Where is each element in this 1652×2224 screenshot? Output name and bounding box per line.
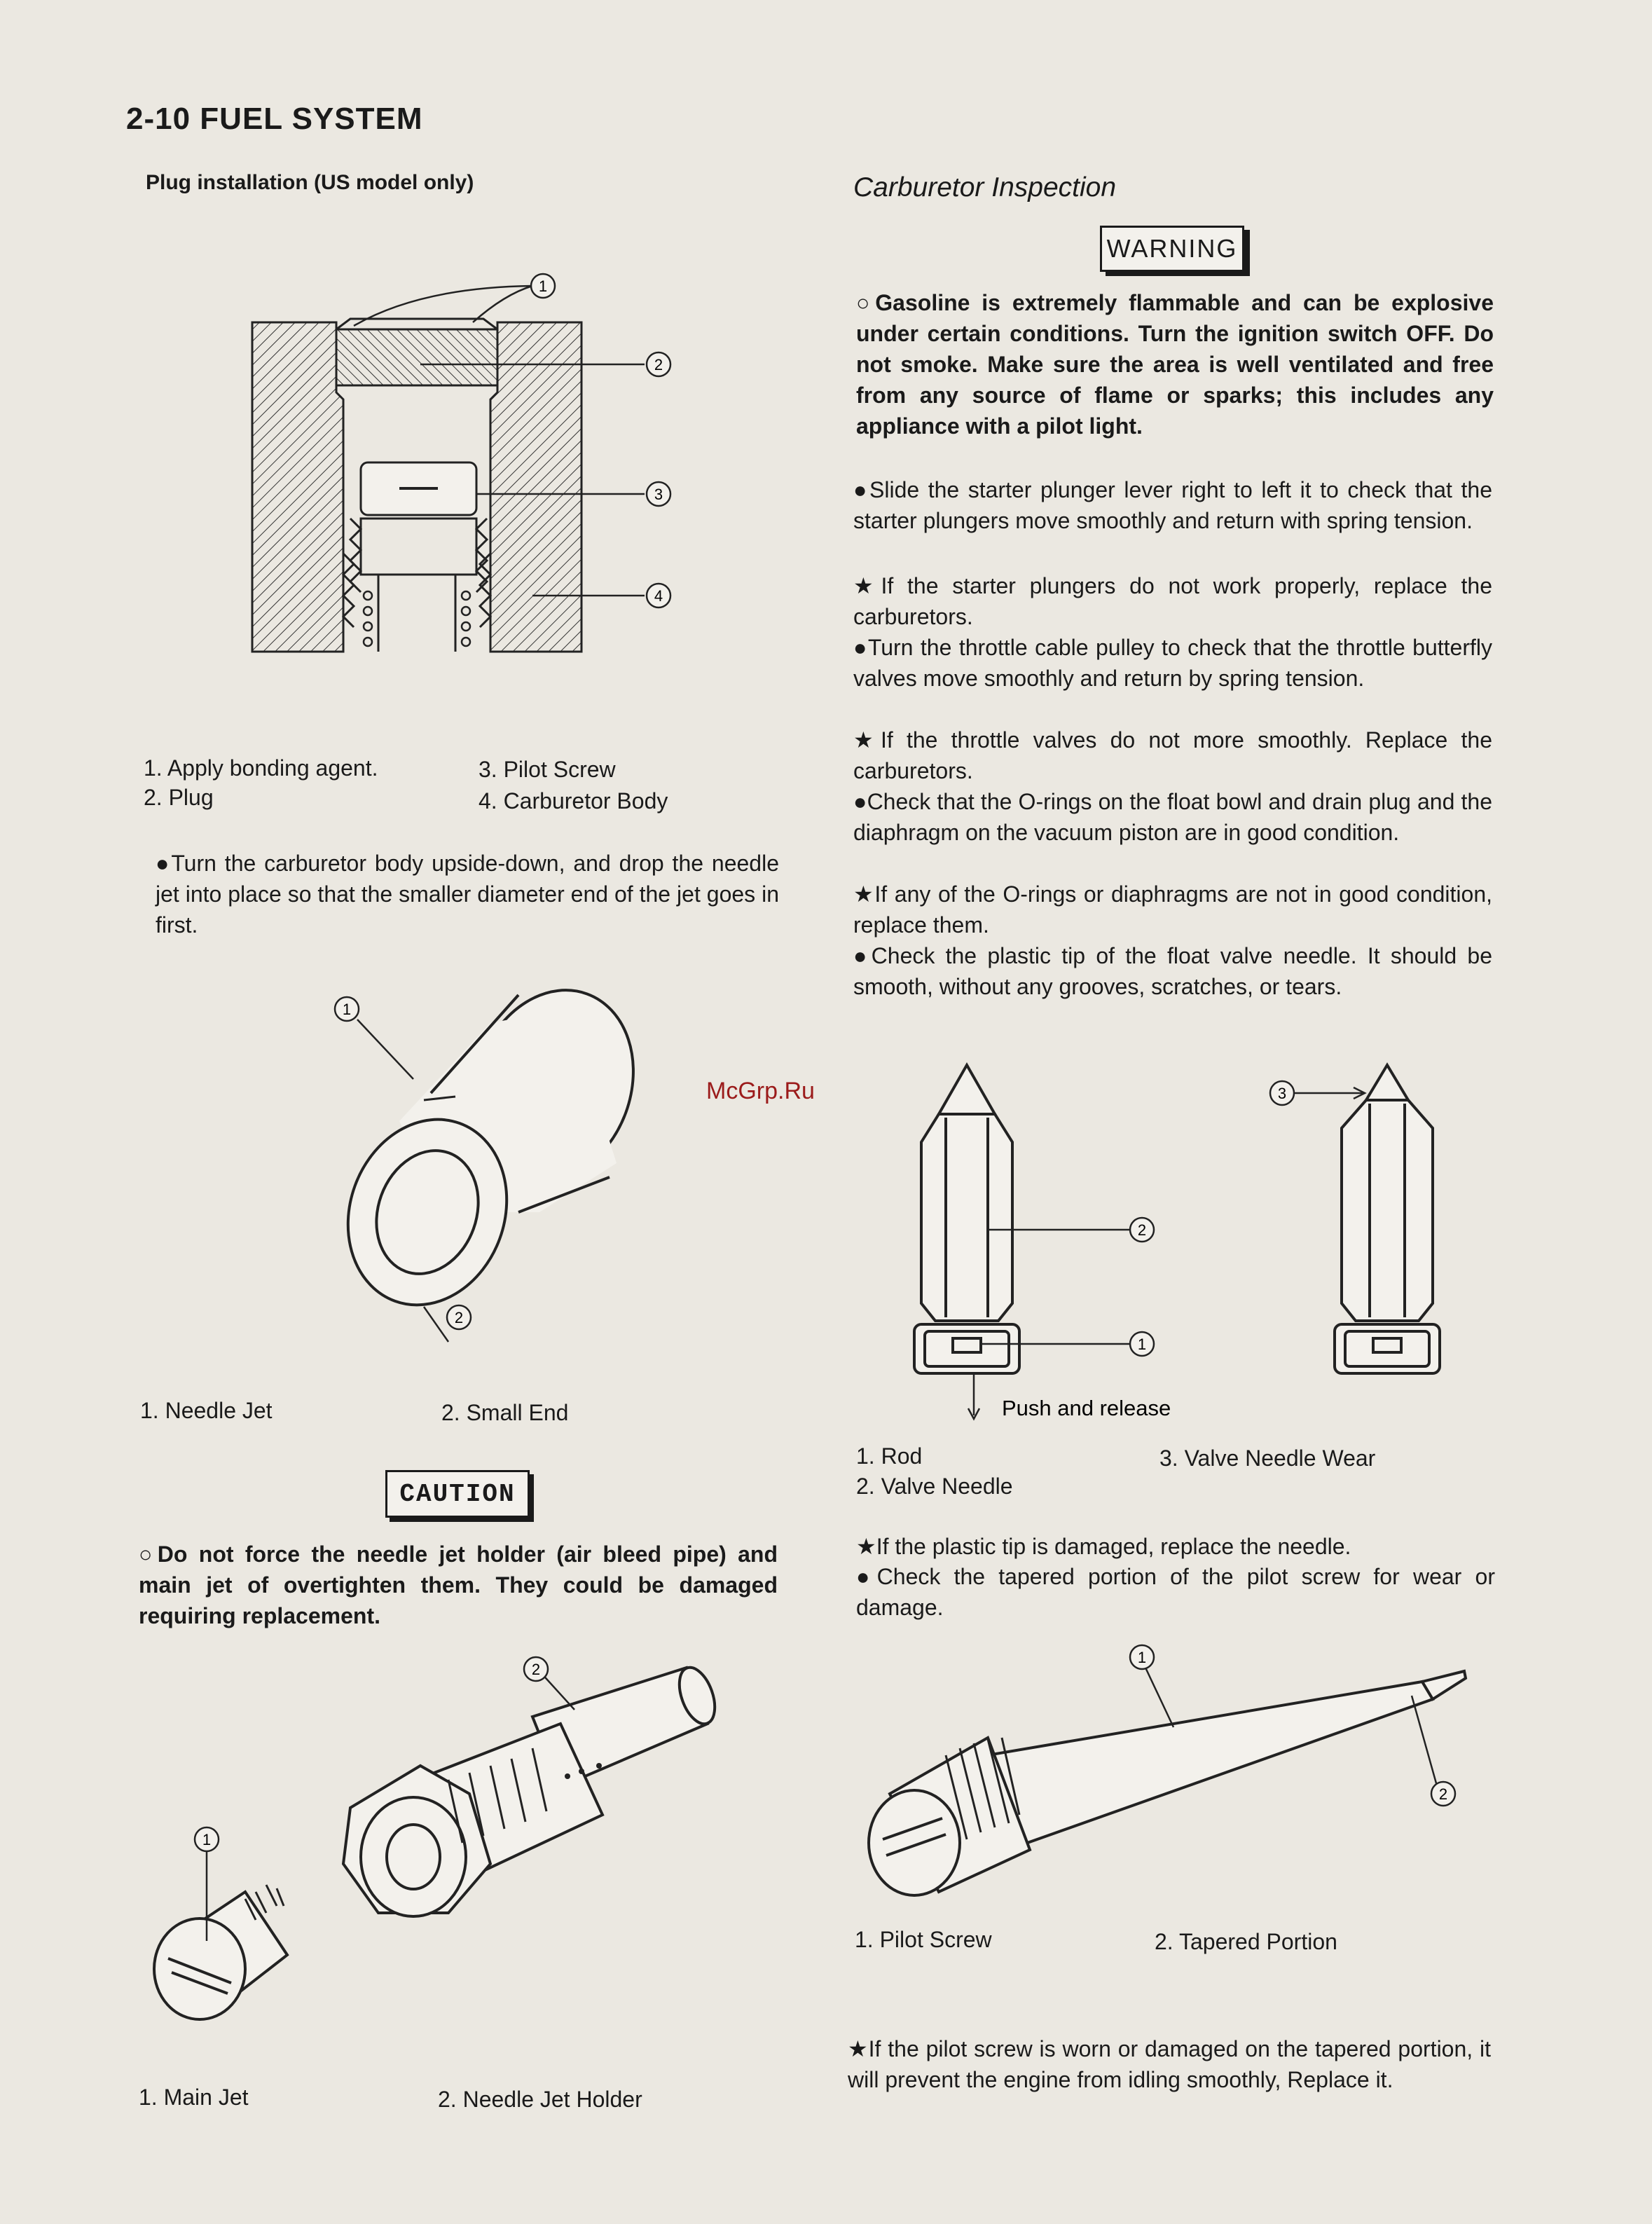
jet-legend-2: 2. Needle Jet Holder <box>438 2087 642 2112</box>
inspection-item-7: ●Check the plastic tip of the float valve needle. It should be smooth, without any grooves, scratches, or tears. <box>853 943 1492 999</box>
caution-text: ○Do not force the needle jet holder (air bleed pipe) and main jet of overtighten them. They could be damaged requiring replacement. <box>139 1542 778 1628</box>
carburetor-inspection-title: Carburetor Inspection <box>853 172 1117 203</box>
valve-needle-diagram <box>890 1051 1520 1429</box>
needle-legend-1: 1. Needle Jet <box>140 1398 273 1423</box>
plug-callout-1: 1 <box>538 277 548 295</box>
needle-jet-diagram <box>308 981 659 1345</box>
pilot-screw-diagram <box>862 1633 1492 1927</box>
valve-legend-1: 1. Rod <box>856 1443 923 1469</box>
valve-legend-3: 3. Valve Needle Wear <box>1159 1446 1376 1471</box>
page-title: 2-10 FUEL SYSTEM <box>126 102 423 136</box>
inspection-item-1: ●Slide the starter plunger lever right to left it to check that the starter plungers move smoothly and return with spring tension. <box>853 477 1492 533</box>
warning-text: ○Gasoline is extremely flammable and can be explosive under certain conditions. Turn the ignition switch OFF. Do not smoke. Make sure the area is well ventilated and free from any source of flame or sparks; this includes any appliance with a pilot light. <box>856 290 1494 439</box>
valve-callout-1: 1 <box>1137 1336 1147 1353</box>
plug-installation-diagram <box>210 252 715 673</box>
valve-legend-2: 2. Valve Needle <box>856 1474 1013 1499</box>
warning-label: WARNING <box>1100 226 1244 272</box>
plug-installation-heading: Plug installation (US model only) <box>146 171 474 194</box>
plug-legend-2: 2. Plug <box>144 785 214 810</box>
plug-legend-1: 1. Apply bonding agent. <box>144 755 378 781</box>
watermark: McGrp.Ru <box>706 1078 815 1104</box>
plug-callout-2: 2 <box>654 356 663 373</box>
caution-label: CAUTION <box>385 1470 530 1518</box>
needle-callout-2: 2 <box>454 1309 464 1326</box>
push-release-label: Push and release <box>1002 1396 1171 1420</box>
inspection-item-9: ●Check the tapered portion of the pilot screw for wear or damage. <box>856 1564 1495 1620</box>
pilot-legend-2: 2. Tapered Portion <box>1155 1929 1337 1954</box>
inspection-item-6: ★If any of the O-rings or diaphragms are not in good condition, replace them. <box>853 881 1492 938</box>
turn-carburetor-text: ●Turn the carburetor body upside-down, and drop the needle jet into place so that the smaller diameter end of the jet goes in first. <box>156 851 779 938</box>
pilot-callout-1: 1 <box>1137 1649 1147 1666</box>
plug-legend-3: 3. Pilot Screw <box>479 757 616 782</box>
valve-callout-3: 3 <box>1277 1085 1287 1102</box>
main-jet-holder-diagram <box>140 1654 771 2032</box>
inspection-item-8: ★If the plastic tip is damaged, replace the needle. <box>856 1534 1351 1559</box>
plug-callout-4: 4 <box>654 587 663 605</box>
pilot-callout-2: 2 <box>1438 1785 1448 1803</box>
final-pilot-screw-text: ★If the pilot screw is worn or damaged on the tapered portion, it will prevent the engine from idling smoothly, Replace it. <box>848 2036 1491 2092</box>
needle-callout-1: 1 <box>342 1001 352 1018</box>
inspection-item-5: ●Check that the O-rings on the float bowl and drain plug and the diaphragm on the vacuum piston are in good condition. <box>853 789 1492 845</box>
inspection-item-3: ●Turn the throttle cable pulley to check that the throttle butterfly valves move smoothly and return by spring tension. <box>853 635 1492 691</box>
plug-legend-4: 4. Carburetor Body <box>479 788 668 814</box>
needle-legend-2: 2. Small End <box>441 1400 569 1425</box>
jet-callout-1: 1 <box>202 1831 212 1848</box>
pilot-legend-1: 1. Pilot Screw <box>855 1927 992 1952</box>
inspection-item-2: ★If the starter plungers do not work properly, replace the carburetors. <box>853 573 1492 629</box>
valve-callout-2: 2 <box>1137 1221 1147 1239</box>
plug-callout-3: 3 <box>654 486 663 503</box>
jet-legend-1: 1. Main Jet <box>139 2085 249 2110</box>
inspection-item-4: ★If the throttle valves do not more smoothly. Replace the carburetors. <box>853 727 1492 783</box>
jet-callout-2: 2 <box>531 1661 541 1678</box>
